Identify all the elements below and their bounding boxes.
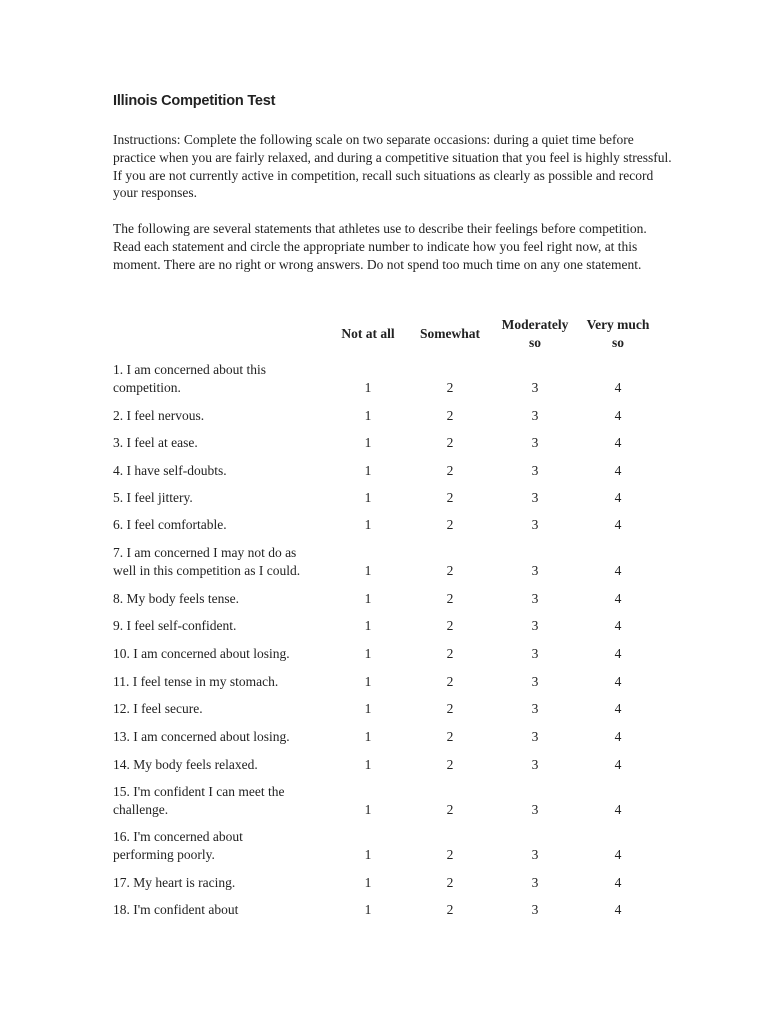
statement-line1: 4. I have self-doubts. [113,463,227,478]
scale-option[interactable]: 3 [531,902,539,917]
statement-line1: 13. I am concerned about losing. [113,729,290,744]
statement-line1: 17. My heart is racing. [113,875,236,890]
scale-option[interactable]: 4 [614,757,622,772]
scale-option[interactable]: 2 [446,380,454,395]
statement-line1: 15. I'm confident I can meet the [113,784,285,799]
scale-option[interactable]: 4 [614,618,622,633]
page-title: Illinois Competition Test [113,93,276,109]
description-paragraph: The following are several statements that athletes use to describe their feelings before competition. Read each statement and circle the appropriate number to indicate how you feel right now, at this moment. There are no right or wrong answers. Do not spend too much time on any one statement. [113,221,647,272]
scale-option[interactable]: 3 [531,380,539,395]
scale-option[interactable]: 1 [364,517,372,532]
scale-option[interactable]: 4 [614,729,622,744]
statement-line2: competition. [113,380,181,395]
scale-option[interactable]: 2 [446,701,454,716]
scale-option[interactable]: 1 [364,729,372,744]
scale-option[interactable]: 3 [531,618,539,633]
column-header [405,325,495,343]
scale-option[interactable]: 3 [531,802,539,817]
column-header-line2: so [528,335,541,350]
scale-option[interactable]: 2 [446,847,454,862]
scale-option[interactable]: 3 [531,729,539,744]
scale-option[interactable]: 4 [614,591,622,606]
statement-line1: 3. I feel at ease. [113,435,198,450]
scale-option[interactable]: 4 [614,802,622,817]
statement-text [113,901,333,919]
scale-option[interactable]: 1 [364,847,372,862]
scale-option[interactable]: 3 [531,701,539,716]
statement-text [113,590,333,608]
scale-option[interactable]: 3 [531,875,539,890]
scale-option[interactable]: 4 [614,490,622,505]
scale-option[interactable]: 3 [531,435,539,450]
statement-line1: 1. I am concerned about this [113,362,266,377]
statement-text [113,361,333,397]
scale-option[interactable]: 4 [614,902,622,917]
statement-text [113,434,333,452]
statement-line1: 9. I feel self-confident. [113,618,237,633]
scale-option[interactable]: 1 [364,875,372,890]
scale-option[interactable]: 4 [614,646,622,661]
scale-option[interactable]: 1 [364,490,372,505]
column-header-line1: Very much [586,317,650,332]
statement-text [113,783,333,819]
scale-option[interactable]: 2 [446,463,454,478]
column-header [323,325,413,343]
scale-option[interactable]: 4 [614,701,622,716]
statement-text [113,728,333,746]
statement-text [113,544,333,580]
statement-line1: 6. I feel comfortable. [113,517,227,532]
scale-option[interactable]: 1 [364,380,372,395]
statement-line1: 18. I'm confident about [113,902,239,917]
statement-text [113,407,333,425]
statement-line1: 8. My body feels tense. [113,591,239,606]
scale-option[interactable]: 4 [614,435,622,450]
scale-option[interactable]: 1 [364,802,372,817]
statement-text [113,756,333,774]
statement-line1: 14. My body feels relaxed. [113,757,258,772]
statement-text [113,645,333,663]
scale-option[interactable]: 1 [364,674,372,689]
scale-option[interactable]: 4 [614,563,622,578]
statement-text [113,489,333,507]
scale-option[interactable]: 1 [364,646,372,661]
scale-option[interactable]: 2 [446,618,454,633]
column-header-line1: Moderately [501,317,569,332]
statement-line2: well in this competition as I could. [113,563,301,578]
statement-line2: performing poorly. [113,847,215,862]
scale-option[interactable]: 3 [531,563,539,578]
statement-text [113,874,333,892]
scale-option[interactable]: 4 [614,875,622,890]
scale-option[interactable]: 3 [531,517,539,532]
statement-line1: 11. I feel tense in my stomach. [113,674,279,689]
scale-option[interactable]: 1 [364,408,372,423]
scale-option[interactable]: 2 [446,435,454,450]
scale-option[interactable]: 1 [364,563,372,578]
statement-text [113,700,333,718]
scale-option[interactable]: 3 [531,674,539,689]
scale-option[interactable]: 4 [614,380,622,395]
statement-line1: 2. I feel nervous. [113,408,205,423]
statement-line1: 5. I feel jittery. [113,490,193,505]
scale-option[interactable]: 2 [446,517,454,532]
scale-option[interactable]: 2 [446,902,454,917]
statement-text [113,462,333,480]
scale-option[interactable]: 2 [446,757,454,772]
statement-line1: 16. I'm concerned about [113,829,243,844]
scale-option[interactable]: 2 [446,408,454,423]
scale-option[interactable]: 1 [364,618,372,633]
statement-text [113,828,333,864]
instructions-paragraph: Instructions: Complete the following scale on two separate occasions: during a quiet time before practice when you are fairly relaxed, and during a competitive situation that you feel is highly stressful. If you are not currently active in competition, recall such situations as clearly as possible and record your responses. [113,132,672,201]
statement-line2: challenge. [113,802,169,817]
scale-option[interactable]: 2 [446,591,454,606]
column-header-line2: so [611,335,624,350]
scale-option[interactable]: 1 [364,757,372,772]
scale-option[interactable]: 4 [614,408,622,423]
scale-option[interactable]: 1 [364,902,372,917]
statement-text [113,516,333,534]
statement-text [113,673,333,691]
scale-option[interactable]: 2 [446,674,454,689]
scale-option[interactable]: 2 [446,875,454,890]
column-header [490,316,580,352]
scale-option[interactable]: 2 [446,490,454,505]
statement-text [113,617,333,635]
scale-option[interactable]: 4 [614,463,622,478]
scale-option[interactable]: 3 [531,463,539,478]
scale-option[interactable]: 4 [614,674,622,689]
scale-option[interactable]: 3 [531,757,539,772]
statement-line1: 10. I am concerned about losing. [113,646,290,661]
scale-option[interactable]: 2 [446,802,454,817]
scale-option[interactable]: 1 [364,701,372,716]
scale-option[interactable]: 4 [614,847,622,862]
scale-option[interactable]: 3 [531,591,539,606]
column-header [573,316,663,352]
scale-option[interactable]: 3 [531,490,539,505]
scale-option[interactable]: 3 [531,847,539,862]
statement-line1: 12. I feel secure. [113,701,203,716]
scale-option[interactable]: 3 [531,646,539,661]
statement-line1: 7. I am concerned I may not do as [113,545,297,560]
scale-option[interactable]: 1 [364,435,372,450]
scale-option[interactable]: 2 [446,563,454,578]
column-header-line1: Not at all [341,326,395,341]
scale-option[interactable]: 4 [614,517,622,532]
scale-option[interactable]: 2 [446,646,454,661]
scale-option[interactable]: 2 [446,729,454,744]
scale-option[interactable]: 3 [531,408,539,423]
scale-option[interactable]: 1 [364,591,372,606]
column-header-line1: Somewhat [420,326,480,341]
scale-option[interactable]: 1 [364,463,372,478]
